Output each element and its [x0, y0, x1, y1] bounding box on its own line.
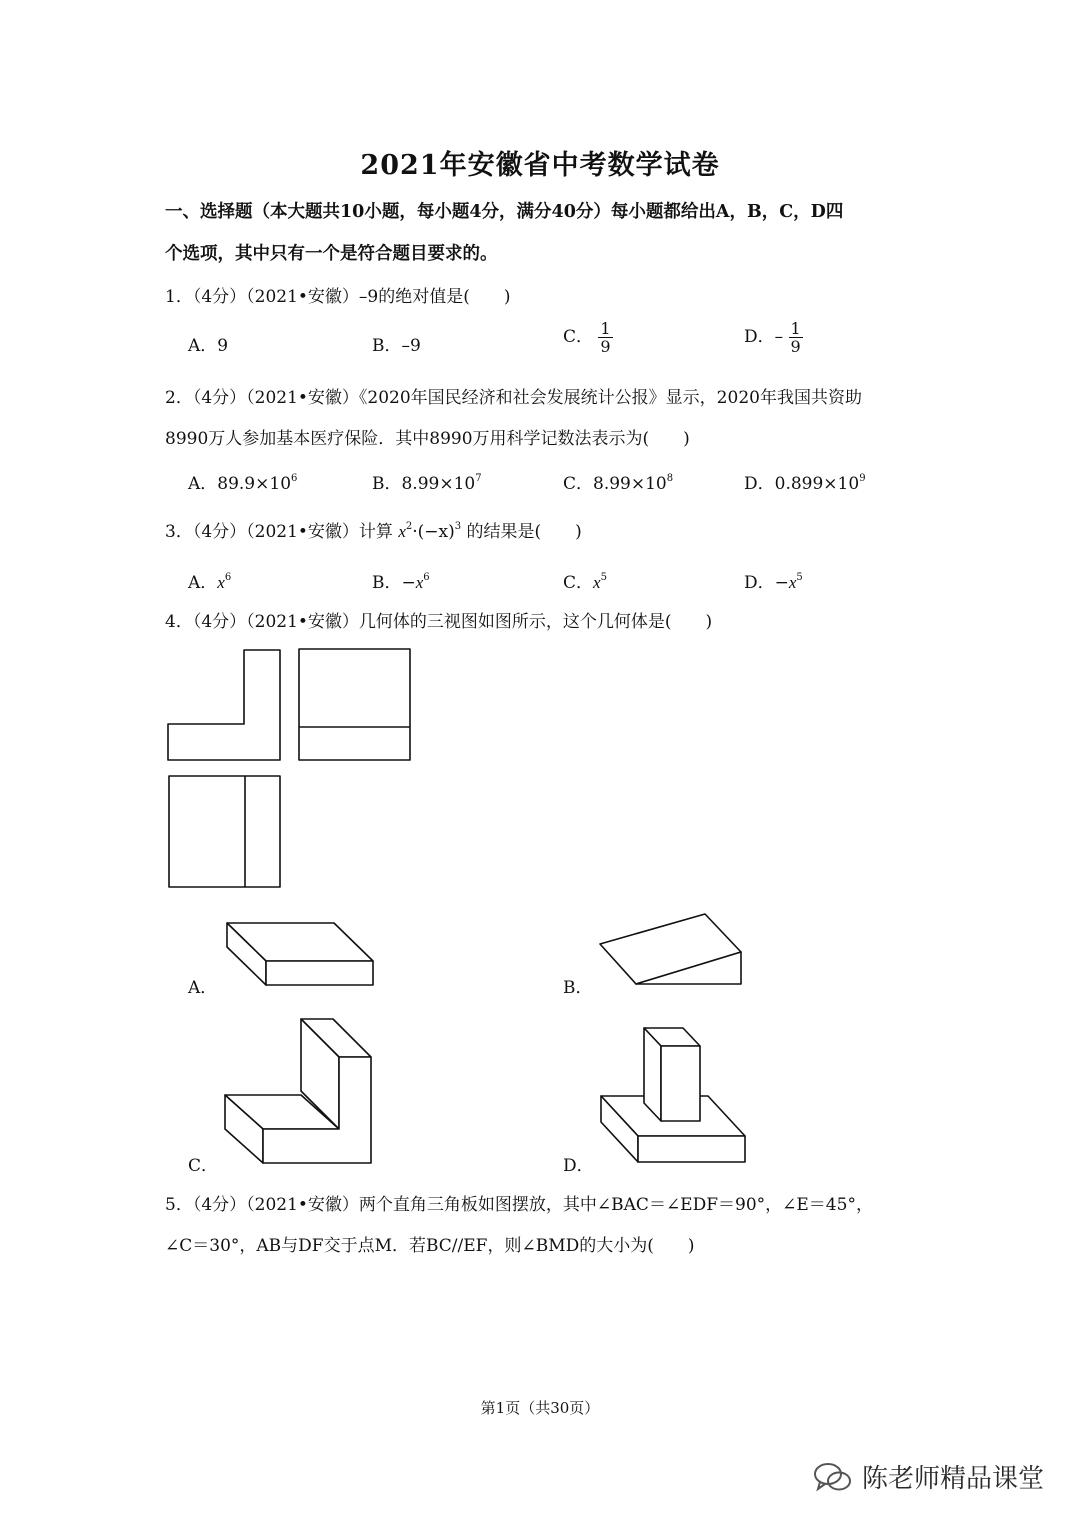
q1-c-denominator: 9	[600, 337, 611, 356]
q3-c-exp: 5	[600, 572, 607, 583]
q1-option-d-fraction	[789, 320, 803, 355]
q3-stem-suffix: 的结果是( )	[466, 522, 582, 542]
q4-option-a-solid	[218, 912, 383, 992]
q1-option-d	[744, 320, 803, 355]
question-2-stem-line2: 8990万人参加基本医疗保险．其中8990万用科学记数法表示为( )	[165, 429, 690, 449]
q3-c-var: x	[593, 573, 601, 592]
q2-c-exponent: 8	[666, 473, 674, 484]
wechat-icon	[812, 1460, 854, 1494]
section-heading-line2: 个选项，其中只有一个是符合题目要求的。	[165, 244, 498, 264]
q1-option-c	[563, 320, 613, 355]
top-view	[169, 776, 280, 887]
q2-a-base: A．89.9×10	[188, 474, 292, 494]
q3-expr-exp2: 3	[454, 521, 462, 532]
q3-b-exp: 6	[423, 572, 430, 583]
q1-d-denominator: 9	[790, 337, 801, 356]
watermark	[812, 1458, 1044, 1495]
q1-c-numerator: 1	[600, 319, 611, 338]
q3-c-label: C．	[563, 573, 594, 593]
question-3-stem	[165, 517, 582, 542]
q2-option-a	[188, 469, 297, 494]
question-5-stem-line1: 5．（4分）（2021•安徽）两个直角三角板如图摆放，其中∠BAC＝∠EDF＝90°，∠E＝45°，	[165, 1195, 873, 1215]
q2-option-b	[372, 469, 482, 494]
q2-d-base: D．0.899×10	[744, 474, 860, 494]
three-view-drawing	[160, 640, 420, 900]
q2-option-c	[563, 469, 673, 494]
q1-option-d-label: D．–	[744, 327, 784, 347]
q2-b-base: B．8.99×10	[372, 474, 476, 494]
q3-stem-prefix: 3．（4分）（2021•安徽）计算	[165, 522, 393, 542]
question-2-stem-line1: 2．（4分）（2021•安徽）《2020年国民经济和社会发展统计公报》显示，2020年我国共资助	[165, 388, 862, 408]
q4-option-c-solid	[215, 1010, 380, 1170]
q3-expr-mid: ·(−x)	[412, 522, 455, 542]
question-1-stem: 1．（4分）（2021•安徽）–9的绝对值是( )	[165, 287, 511, 307]
q3-a-var: x	[217, 573, 225, 592]
q2-a-exponent: 6	[291, 473, 298, 484]
q2-c-base: C．8.99×10	[563, 474, 667, 494]
q4-option-d-solid	[592, 1020, 757, 1170]
page-title: 2021年安徽省中考数学试卷	[360, 150, 720, 181]
q4-option-d-label: D．	[563, 1156, 594, 1176]
q3-option-c	[563, 568, 607, 593]
q3-d-var: x	[788, 573, 797, 592]
q2-b-exponent: 7	[475, 473, 482, 484]
q3-expr-exp1: 2	[405, 521, 413, 532]
q3-d-exp: 5	[796, 572, 803, 583]
q3-expr-base: x	[398, 522, 406, 541]
q4-option-b-label: B．	[563, 978, 593, 998]
q4-option-c-label: C．	[188, 1156, 219, 1176]
q1-option-b: B．–9	[372, 336, 421, 356]
q3-option-a	[188, 568, 231, 593]
watermark-text: 陈老师精品课堂	[862, 1464, 1045, 1494]
q3-option-b	[372, 568, 430, 593]
question-4-stem: 4．（4分）（2021•安徽）几何体的三视图如图所示，这个几何体是( )	[165, 612, 713, 632]
q3-a-exp: 6	[224, 572, 232, 583]
side-view	[299, 649, 410, 760]
section-heading-line1: 一、选择题（本大题共10小题，每小题4分，满分40分）每小题都给出A，B，C，D四	[165, 202, 844, 222]
q2-option-d	[744, 469, 866, 494]
q3-option-d	[744, 568, 803, 593]
q1-option-c-fraction	[598, 320, 612, 355]
q1-d-numerator: 1	[790, 319, 801, 338]
q4-option-b-solid	[592, 906, 752, 992]
q3-b-label: B．−	[372, 573, 416, 593]
q3-d-label: D．−	[744, 573, 789, 593]
q3-a-label: A．	[188, 573, 218, 593]
slab-front-face	[266, 961, 373, 985]
q2-d-exponent: 9	[859, 473, 866, 484]
page-footer: 第1页（共30页）	[480, 1399, 600, 1417]
column-front-face	[661, 1046, 700, 1121]
q4-option-a-label: A．	[188, 978, 218, 998]
q1-option-a: A．9	[188, 336, 229, 356]
q3-b-var: x	[415, 573, 424, 592]
base-front-face	[638, 1136, 745, 1162]
q1-option-c-label: C．	[563, 327, 594, 347]
front-view	[168, 650, 280, 760]
question-5-stem-line2: ∠C＝30°，AB与DF交于点M．若BC//EF，则∠BMD的大小为( )	[165, 1236, 695, 1256]
